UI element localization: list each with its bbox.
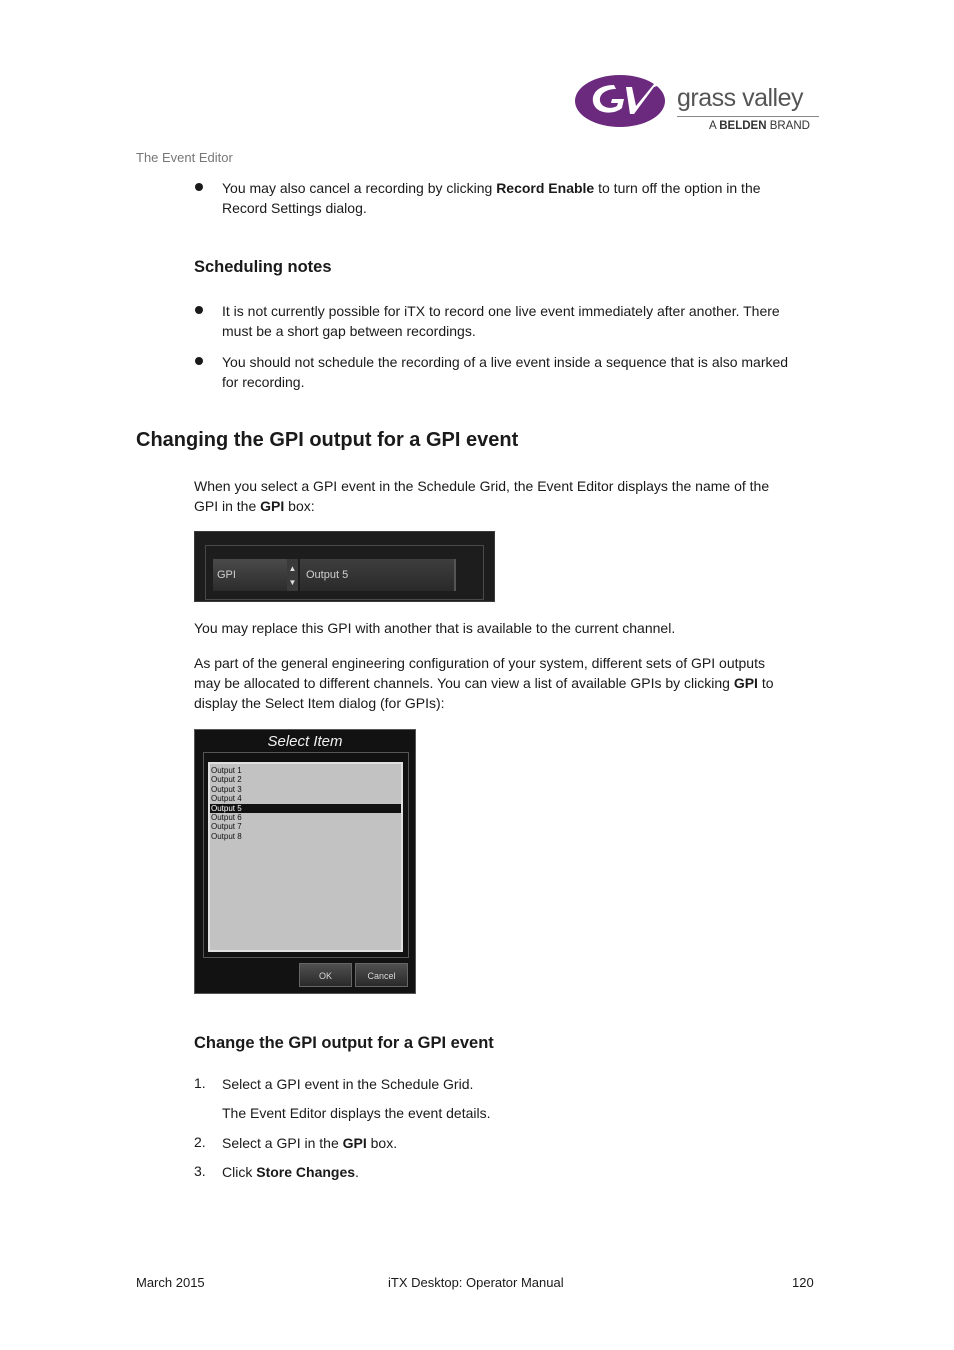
- procedure-heading: Change the GPI output for a GPI event: [194, 1034, 494, 1052]
- step-1: Select a GPI event in the Schedule Grid.: [222, 1076, 474, 1092]
- list-item[interactable]: Output 1: [211, 766, 242, 775]
- grass-valley-logo: [574, 70, 820, 136]
- footer-title: iTX Desktop: Operator Manual: [388, 1275, 564, 1290]
- gpi-button[interactable]: GPI: [213, 559, 287, 591]
- step-number: 3.: [194, 1163, 206, 1179]
- list-item-selected[interactable]: Output 5: [210, 804, 401, 813]
- dialog-title: Select Item: [267, 733, 343, 750]
- bullet-marker: [195, 183, 203, 191]
- footer-date: March 2015: [136, 1275, 205, 1290]
- config-paragraph: As part of the general engineering configuration of your system, different sets of GPI outputs may be allocated to different channels. You can view a list of available GPIs by clicking GPI to display the Select Item dialog (for GPIs):: [194, 655, 774, 711]
- intro-paragraph: When you select a GPI event in the Schedule Grid, the Event Editor displays the name of the GPI in the GPI box:: [194, 478, 770, 514]
- gpi-box-screenshot: [194, 531, 495, 602]
- list-item[interactable]: Output 2: [211, 775, 242, 785]
- bullet-marker: [195, 357, 203, 365]
- spin-down-icon[interactable]: ▼: [288, 578, 297, 587]
- logo-wordmark: grass valley: [677, 84, 803, 112]
- ok-button[interactable]: OK: [299, 963, 352, 987]
- bullet-sequence-recording: You should not schedule the recording of a live event inside a sequence that is also marked for recording.: [222, 354, 789, 390]
- step-1-result: The Event Editor displays the event details.: [222, 1105, 491, 1121]
- gpi-output-field[interactable]: Output 5: [300, 559, 456, 591]
- step-3: Click Store Changes.: [222, 1164, 359, 1180]
- step-number: 1.: [194, 1075, 206, 1091]
- grass-valley-emblem-icon: [574, 72, 678, 130]
- select-item-dialog: [194, 729, 416, 994]
- bullet-cancel-recording: You may also cancel a recording by clicking Record Enable to turn off the option in the Record Settings dialog.: [222, 180, 761, 216]
- gpi-spinner[interactable]: [287, 559, 298, 591]
- spin-up-icon[interactable]: ▲: [288, 564, 297, 573]
- list-item[interactable]: Output 8: [211, 831, 242, 841]
- replace-paragraph: You may replace this GPI with another that is available to the current channel.: [194, 620, 676, 636]
- list-item[interactable]: Output 4: [211, 794, 242, 804]
- section-title: Changing the GPI output for a GPI event: [136, 429, 519, 451]
- step-2: Select a GPI in the GPI box.: [222, 1135, 398, 1151]
- logo-rule: [677, 116, 819, 117]
- cancel-button[interactable]: Cancel: [355, 963, 408, 987]
- step-number: 2.: [194, 1134, 206, 1150]
- scheduling-notes-heading: Scheduling notes: [194, 258, 332, 276]
- list-item[interactable]: Output 6: [211, 812, 242, 822]
- bullet-marker: [195, 306, 203, 314]
- running-head: The Event Editor: [136, 150, 233, 165]
- list-item[interactable]: Output 7: [211, 822, 242, 832]
- list-item[interactable]: Output 3: [211, 784, 242, 794]
- bullet-record-gap: It is not currently possible for iTX to record one live event immediately after another. There must be a short gap between recordings.: [222, 303, 780, 339]
- logo-brand-line: A BELDEN BRAND: [709, 120, 810, 132]
- footer-page-number: 120: [792, 1275, 814, 1290]
- gpi-output-list[interactable]: [208, 762, 403, 952]
